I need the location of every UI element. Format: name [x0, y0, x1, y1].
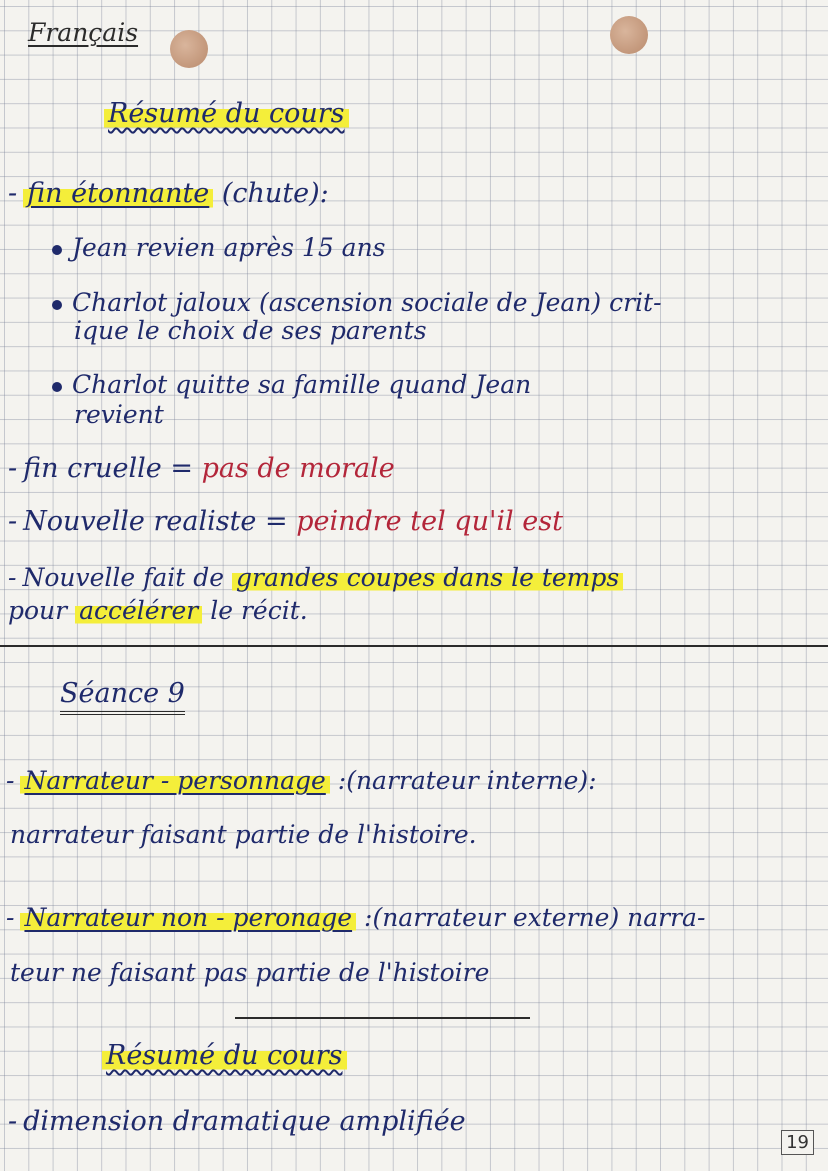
bullet-2-text: Charlot jaloux (ascension sociale de Jean) crit- [72, 288, 662, 317]
section1-title-text: Résumé du cours [104, 98, 349, 129]
section3-title [102, 1042, 347, 1069]
time-a: Nouvelle fait de [22, 563, 225, 592]
bullet-2-continuation: ique le choix de ses parents [74, 316, 427, 345]
point-surprising-ending: - fin étonnante (chute): [8, 178, 329, 209]
bullet-1-text: Jean revien après 15 ans [72, 233, 386, 262]
internal-head: Narrateur - personnage [20, 766, 329, 795]
time-b: grandes coupes dans le temps [232, 563, 623, 592]
bullet-2 [52, 290, 662, 315]
bullet-dot [52, 300, 62, 310]
point-time-cuts-continuation [8, 598, 308, 623]
point-dramatic-dimension: - dimension dramatique amplifiée [8, 1106, 466, 1137]
external-paren: :(narrateur externe) narra- [364, 903, 706, 932]
bullet-3-continuation: revient [74, 400, 164, 429]
section2-title: Séance 9 [60, 680, 185, 715]
point-cruel-ending: - fin cruelle = pas de morale [8, 453, 395, 484]
external-head: Narrateur non - peronage [20, 903, 356, 932]
section1-title [104, 100, 349, 127]
point-realist-novel: - Nouvelle realiste = peindre tel qu'il est [8, 506, 563, 537]
subject-heading: Français [28, 18, 139, 47]
def-internal-narrator: - Narrateur - personnage :(narrateur interne): [6, 766, 597, 795]
time-e: le récit. [210, 596, 308, 625]
time-d: accélérer [75, 596, 202, 625]
binder-hole-left [170, 30, 208, 68]
def-external-text: teur ne faisant pas partie de l'histoire [10, 958, 490, 987]
time-c: pour [8, 596, 68, 625]
section3-title-text: Résumé du cours [102, 1040, 347, 1071]
def-internal-text: narrateur faisant partie de l'histoire. [10, 820, 477, 849]
cruel-left: fin cruelle = [23, 453, 193, 484]
def-external-narrator: - Narrateur non - peronage :(narrateur externe) narra- [6, 903, 706, 932]
short-divider [235, 1017, 530, 1019]
bullet-dot [52, 382, 62, 392]
point-time-cuts: - Nouvelle fait de grandes coupes dans le temps [8, 565, 623, 590]
point1-head: fin étonnante [23, 178, 213, 209]
bullet-3-text: Charlot quitte sa famille quand Jean [72, 370, 532, 399]
bullet-1 [52, 235, 386, 260]
section-divider [0, 645, 828, 647]
binder-hole-right [610, 16, 648, 54]
realist-left: Nouvelle realiste = [23, 506, 288, 537]
realist-right: peindre tel qu'il est [296, 506, 563, 537]
internal-paren: :(narrateur interne): [337, 766, 597, 795]
point1-paren: (chute): [221, 178, 329, 209]
bullet-dot [52, 245, 62, 255]
bullet-3 [52, 372, 531, 397]
page-number: 19 [781, 1130, 814, 1155]
dramatic-text: dimension dramatique amplifiée [23, 1106, 466, 1137]
cruel-right: pas de morale [201, 453, 395, 484]
